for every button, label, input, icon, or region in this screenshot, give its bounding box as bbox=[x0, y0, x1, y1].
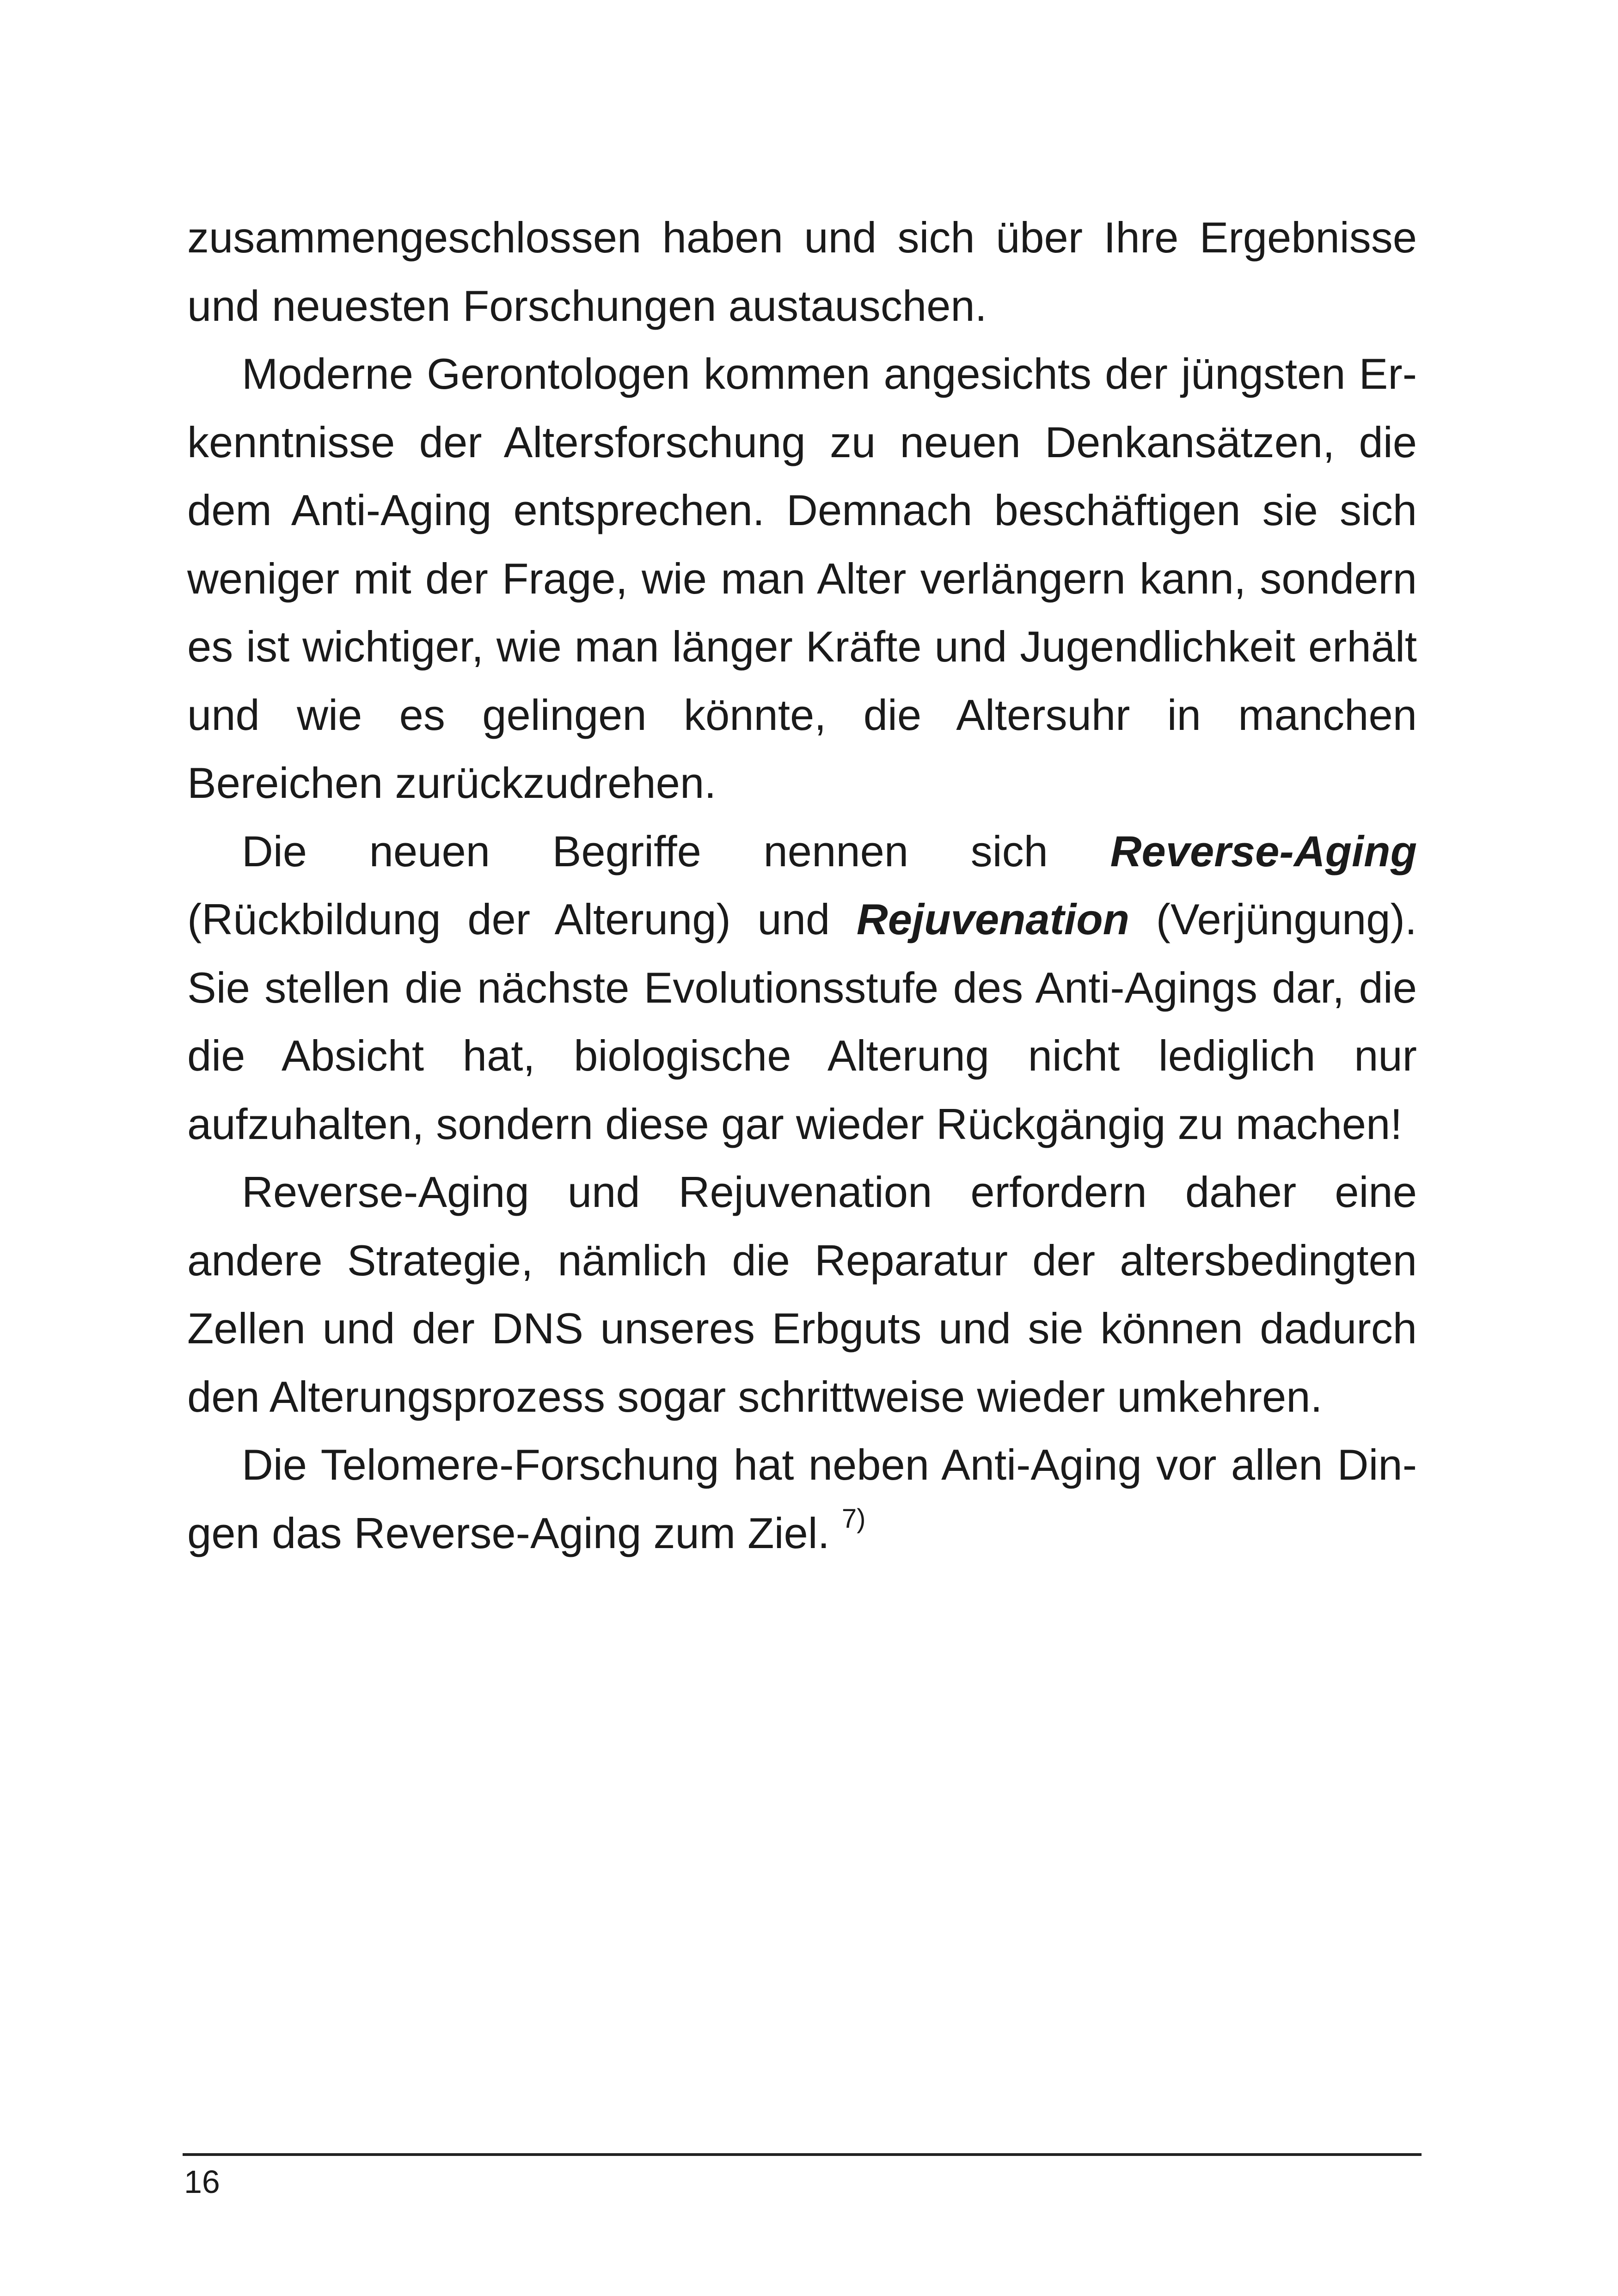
page-body bbox=[187, 203, 1417, 1567]
paragraph-telomere bbox=[187, 1431, 1417, 1567]
paragraph-gerontologen bbox=[187, 340, 1417, 817]
paragraph-text: Moderne Gerontologen kommen angesichts der jüngsten Erkenntnisse der Altersforschung zu neuen Denkansätzen, die dem Anti-Aging entsprechen. Demnach beschäftigen sie sich weniger mit der Frage, wie man Alter verlängern kann, sondern es ist wichtiger, wie man länger Kräfte und Jugendlichkeit erhält und wie es gelingen könnte, die Altersuhr in manchen Bereichen zurückzudrehen. bbox=[187, 349, 1417, 807]
footer-divider bbox=[183, 2153, 1422, 2156]
footnote-reference[interactable]: 7) bbox=[841, 1503, 866, 1534]
paragraph-strategie bbox=[187, 1158, 1417, 1431]
paragraph-text: (Rückbildung der Alterung) und bbox=[187, 895, 857, 943]
paragraph-neue-begriffe bbox=[187, 817, 1417, 1158]
paragraph-text: Die Telomere-Forschung hat neben Anti-Aging vor allen Dingen das Reverse-Aging zum Ziel. bbox=[187, 1440, 1417, 1557]
paragraph-text: (Verjüngung). Sie stellen die nächste Evolutionsstufe des Anti-Agings dar, die die Absicht hat, biologische Alterung nicht lediglich nur aufzuhalten, sondern diese gar wieder Rückgängig zu machen! bbox=[187, 895, 1417, 1148]
paragraph-text: zusammengeschlossen haben und sich über Ihre Ergebnisse und neuesten Forschungen austauschen. bbox=[187, 213, 1417, 330]
paragraph-text: Reverse-Aging und Rejuvenation erfordern daher eine andere Strategie, nämlich die Reparatur der altersbedingten Zellen und der DNS unseres Erbguts und sie können dadurch den Alterungsprozess sogar schrittweise wieder umkehren. bbox=[187, 1168, 1417, 1421]
paragraph-text: Die neuen Begriffe nennen sich bbox=[242, 827, 1110, 876]
page-number: 16 bbox=[184, 2164, 220, 2200]
paragraph-continuation bbox=[187, 203, 1417, 340]
term-reverse-aging: Reverse-Aging bbox=[1110, 827, 1417, 876]
term-rejuvenation: Rejuvenation bbox=[856, 895, 1130, 943]
